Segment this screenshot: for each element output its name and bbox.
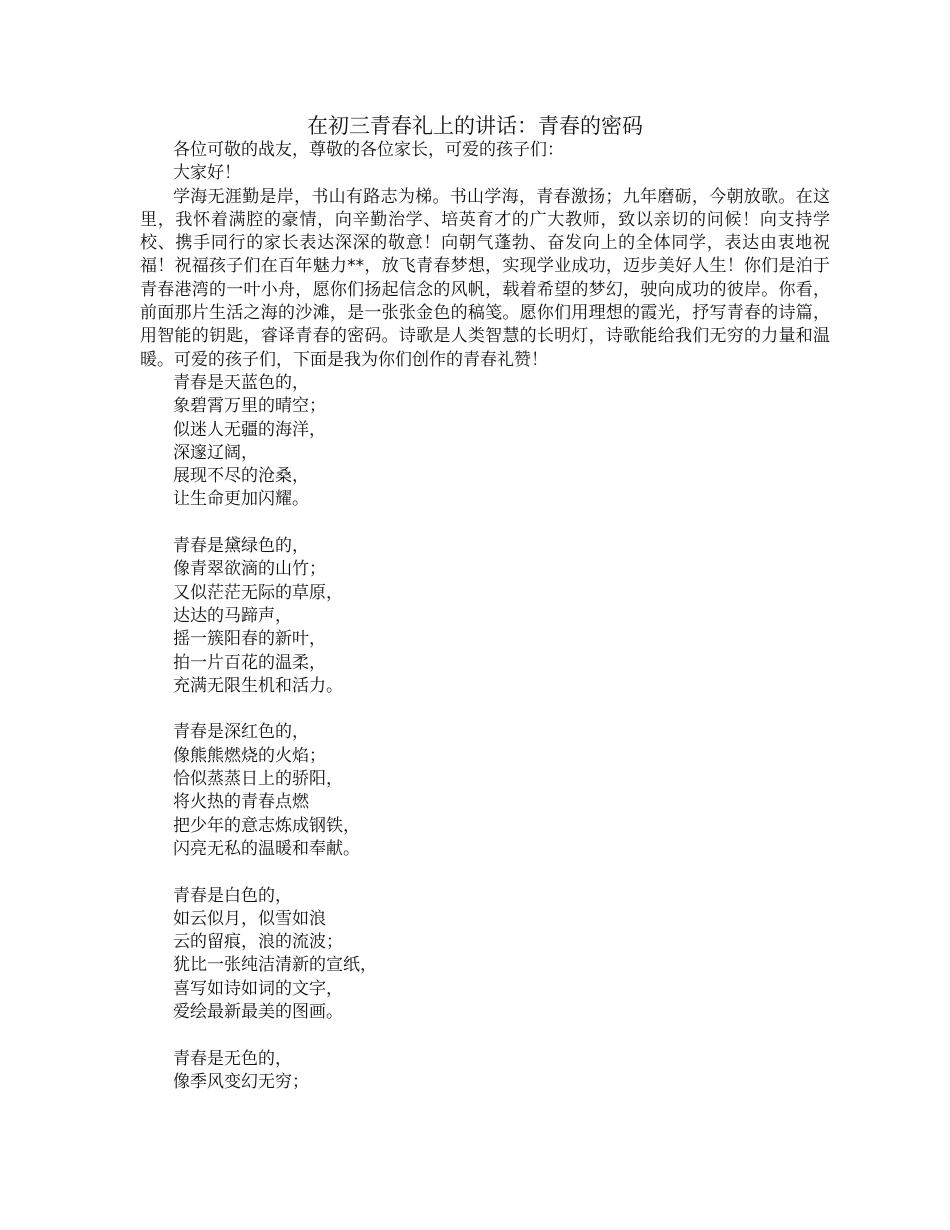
- poem-line: 青春是无色的，: [173, 1048, 292, 1069]
- poem-line: 充满无限生机和活力。: [173, 675, 343, 696]
- poem-stanza-4: [140, 885, 830, 1025]
- poem-line: 青春是黛绿色的，: [173, 536, 309, 557]
- poem-stanza-3: [140, 721, 830, 861]
- poem-line: 青春是深红色的，: [173, 722, 309, 743]
- poem-line: 像熊熊燃烧的火焰；: [173, 745, 326, 766]
- poem-line: 展现不尽的沧桑，: [173, 466, 309, 487]
- poem-line: 似迷人无疆的海洋，: [173, 419, 326, 440]
- poem-line: 闪亮无私的温暖和奉献。: [173, 838, 360, 859]
- salutation: 各位可敬的战友，尊敬的各位家长，可爱的孩子们：: [173, 140, 564, 160]
- poem-line: 象碧霄万里的晴空；: [173, 396, 326, 417]
- stanza-gap: [140, 861, 830, 884]
- poem-line: 爱绘最新最美的图画。: [173, 1001, 343, 1022]
- poem-line: 云的留痕，浪的流波；: [173, 932, 343, 953]
- poem-line: 恰似蒸蒸日上的骄阳，: [173, 769, 343, 790]
- poem-stanza-1: [140, 372, 830, 512]
- stanza-gap: [140, 698, 830, 721]
- poem-stanza-5: [140, 1048, 830, 1095]
- poem-line: 像季风变幻无穷；: [173, 1071, 309, 1092]
- poem-line: 如云似月，似雪如浪: [173, 908, 326, 929]
- poem-line: 达达的马蹄声，: [173, 605, 292, 626]
- document-title: 在初三青春礼上的讲话：青春的密码: [307, 114, 643, 138]
- poem-line: 犹比一张纯洁清新的宣纸，: [173, 955, 377, 976]
- poem-line: 又似茫茫无际的草原，: [173, 582, 343, 603]
- poem-line: 将火热的青春点燃: [173, 792, 309, 813]
- poem-line: 把少年的意志炼成钢铁，: [173, 815, 360, 836]
- poem-line: 青春是白色的，: [173, 885, 292, 906]
- poem-line: 像青翠欲滴的山竹；: [173, 559, 326, 580]
- intro-paragraph: 学海无涯勤是岸，书山有路志为梯。书山学海，青春激扬；九年磨砺，今朝放歌。在这里，我怀着满腔的豪情，向辛勤治学、培英育才的广大教师，致以亲切的问候！向支持学校、携手同行的家长表达深深的敬意！向朝气蓬勃、奋发向上的全体同学，表达由衷地祝福！祝福孩子们在百年魅力**，放飞青春梦想，实现学业成功，迈步美好人生！你们是泊于青春港湾的一叶小舟，愿你们扬起信念的风帆，载着希望的梦幻，驶向成功的彼岸。你看，前面那片生活之海的沙滩，是一张张金色的稿笺。愿你们用理想的霞光，抒写青春的诗篇，用智能的钥匙，睿译青春的密码。诗歌是人类智慧的长明灯，诗歌能给我们无穷的力量和温暖。可爱的孩子们，下面是我为你们创作的青春礼赞！: [140, 186, 830, 370]
- poem-line: 拍一片百花的温柔，: [173, 652, 326, 673]
- document-body: [140, 139, 830, 1094]
- poem-line: 摇一簇阳春的新叶，: [173, 629, 326, 650]
- poem-line: 喜写如诗如词的文字，: [173, 978, 343, 999]
- greeting: 大家好！: [173, 163, 241, 184]
- stanza-gap: [140, 512, 830, 535]
- poem-stanza-2: [140, 535, 830, 698]
- poem-line: 让生命更加闪耀。: [173, 489, 309, 510]
- stanza-gap: [140, 1024, 830, 1047]
- poem-line: 青春是天蓝色的，: [173, 372, 309, 393]
- poem-line: 深邃辽阔，: [173, 442, 258, 463]
